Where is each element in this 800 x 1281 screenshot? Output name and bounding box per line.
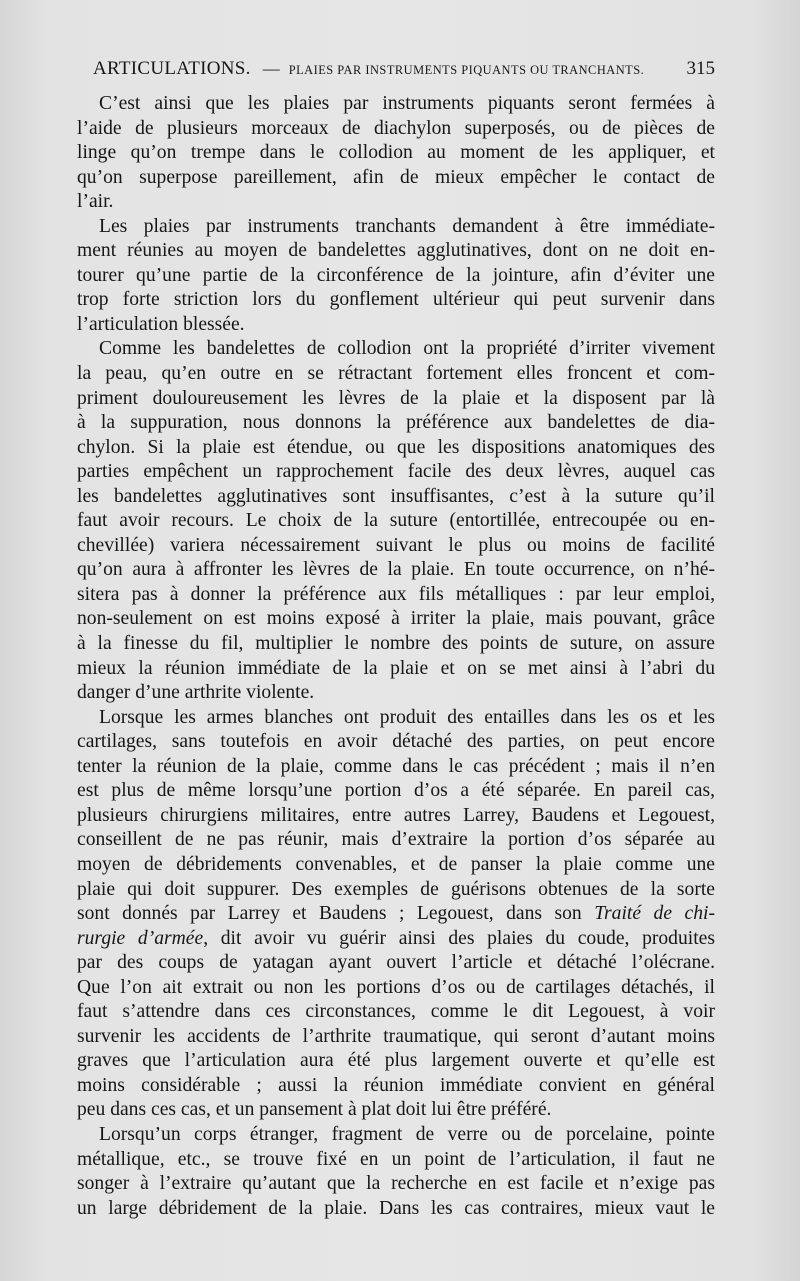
line-text: Comme les bandelettes de collodion ont la propriété d’irriter vivement — [99, 338, 715, 360]
line-text: Lorsqu’un corps étranger, fragment de verre ou de porcelaine, pointe — [99, 1123, 715, 1145]
text-line — [77, 657, 715, 682]
text-line — [77, 706, 715, 731]
line-text: est plus de même lorsqu’une portion d’os a été séparée. En pareil cas, — [77, 780, 715, 802]
line-text: , dit avoir vu guérir ainsi des plaies du coude, produites — [203, 927, 715, 949]
line-text: graves que l’articulation aura été plus largement ouverte et qu’elle est — [77, 1050, 715, 1072]
text-line — [77, 878, 715, 903]
line-text: tourer qu’une partie de la circonférence de la jointure, afin d’éviter une — [77, 264, 715, 286]
text-line — [77, 460, 715, 485]
text-line — [77, 951, 715, 976]
line-text: faut avoir recours. Le choix de la suture (entortillée, entrecoupée ou en- — [77, 510, 715, 532]
text-line — [77, 607, 715, 632]
line-text: Que l’on ait extrait ou non les portions d’os ou de cartilages détachés, il — [77, 976, 715, 998]
line-text: ment réunies au moyen de bandelettes agglutinatives, dont on ne doit en- — [77, 240, 715, 262]
italic-text: Traité de chi- — [594, 903, 715, 925]
line-text: survenir les accidents de l’arthrite traumatique, qui seront d’autant moins — [77, 1025, 715, 1047]
italic-text: rurgie d’armée — [77, 927, 204, 949]
text-line — [77, 779, 715, 804]
line-text: sitera pas à donner la préférence aux fils métalliques : par leur emploi, — [77, 583, 715, 605]
text-line — [77, 1148, 715, 1173]
line-text: chylon. Si la plaie est étendue, ou que les dispositions anatomiques des — [77, 436, 715, 458]
line-text: métallique, etc., se trouve fixé en un point de l’articulation, il faut ne — [77, 1148, 715, 1170]
line-text: un large débridement de la plaie. Dans les cas contraires, mieux vaut le — [77, 1197, 715, 1219]
text-line — [77, 632, 715, 657]
text-line — [77, 558, 715, 583]
line-text: songer à l’extraire qu’autant que la recherche en est facile et n’exige pas — [77, 1173, 715, 1195]
text-line — [77, 902, 715, 927]
section-subtitle: PLAIES PAR INSTRUMENTS PIQUANTS OU TRANCHANTS. — [288, 63, 645, 77]
line-text: mieux la réunion immédiate de la plaie et on se met ainsi à l’abri du — [77, 657, 715, 679]
text-line — [77, 1172, 715, 1197]
line-text: tenter la réunion de la plaie, comme dans le cas précédent ; mais il n’en — [77, 755, 715, 777]
text-line — [77, 411, 715, 436]
text-line — [77, 730, 715, 755]
line-text: C’est ainsi que les plaies par instruments piquants seront fermées à — [99, 93, 715, 114]
line-text: qu’on aura à affronter les lèvres de la plaie. En toute occurrence, on n’hé- — [77, 559, 715, 581]
text-line — [77, 1025, 715, 1050]
line-text: plaie qui doit suppurer. Des exemples de guérisons obtenues de la sorte — [77, 878, 715, 900]
text-line — [77, 804, 715, 829]
line-text: moyen de débridements convenables, et de panser la plaie comme une — [77, 853, 715, 875]
line-text: chevillée) variera nécessairement suivant le plus ou moins de facilité — [77, 534, 715, 556]
line-text: faut s’attendre dans ces circonstances, comme le dit Legouest, à voir — [77, 1001, 715, 1023]
line-text: les bandelettes agglutinatives sont insuffisantes, c’est à la suture qu’il — [77, 485, 715, 507]
text-line — [77, 1074, 715, 1099]
line-text: Lorsque les armes blanches ont produit des entailles dans les os et les — [99, 706, 715, 728]
text-line — [77, 436, 715, 461]
line-text: la peau, qu’en outre en se rétractant fortement elles froncent et com- — [77, 363, 715, 385]
text-line — [77, 1197, 715, 1222]
line-text: trop forte striction lors du gonflement ultérieur qui peut survenir dans — [77, 289, 715, 311]
line-text: à la finesse du fil, multiplier le nombre des points de suture, on assure — [77, 633, 715, 655]
line-text: danger d’une arthrite violente. — [77, 682, 315, 704]
line-text: plusieurs chirurgiens militaires, entre autres Larrey, Baudens et Legouest, — [77, 804, 715, 826]
line-text: par des coups de yatagan ayant ouvert l’article et détaché l’olécrane. — [77, 952, 715, 974]
header-dash: — — [262, 59, 280, 78]
line-text: peu dans ces cas, et un pansement à plat doit lui être préféré. — [77, 1099, 552, 1121]
text-line — [77, 288, 715, 313]
line-text: l’air. — [77, 191, 114, 213]
running-header — [93, 58, 715, 88]
text-line — [77, 190, 715, 215]
text-line — [77, 215, 715, 240]
body-text — [77, 92, 715, 1221]
text-line — [77, 387, 715, 412]
chapter-title: ARTICULATIONS. — [93, 58, 251, 79]
text-line — [77, 166, 715, 191]
line-text: qu’on superpose pareillement, afin de mieux empêcher le contact de — [77, 166, 715, 188]
text-line — [77, 141, 715, 166]
text-line — [77, 828, 715, 853]
line-text: parties empêchent un rapprochement facile des deux lèvres, auquel cas — [77, 461, 715, 483]
line-text: à la suppuration, nous donnons la préférence aux bandelettes de dia- — [77, 412, 715, 434]
text-line — [77, 755, 715, 780]
line-text: priment douloureusement les lèvres de la plaie et la disposent par là — [77, 387, 715, 409]
line-text: l’aide de plusieurs morceaux de diachylon superposés, ou de pièces de — [77, 117, 715, 139]
text-line — [77, 362, 715, 387]
text-line — [77, 976, 715, 1001]
text-line — [77, 927, 715, 952]
line-text: non-seulement on est moins exposé à irriter la plaie, mais pouvant, grâce — [77, 608, 715, 630]
text-line — [77, 1123, 715, 1148]
text-line — [77, 92, 715, 117]
text-line — [77, 853, 715, 878]
text-line — [77, 239, 715, 264]
text-line — [77, 1098, 715, 1123]
text-line — [77, 534, 715, 559]
line-text: moins considérable ; aussi la réunion immédiate convient en général — [77, 1074, 715, 1096]
line-text: sont donnés par Larrey et Baudens ; Legouest, dans son — [77, 903, 595, 925]
text-line — [77, 264, 715, 289]
text-line — [77, 681, 715, 706]
text-line — [77, 1049, 715, 1074]
text-line — [77, 583, 715, 608]
line-text: conseillent de ne pas réunir, mais d’extraire la portion d’os séparée au — [77, 829, 715, 851]
line-text: Les plaies par instruments tranchants demandent à être immédiate- — [99, 215, 715, 237]
line-text: linge qu’on trempe dans le collodion au moment de les appliquer, et — [77, 142, 715, 164]
text-line — [77, 485, 715, 510]
line-text: cartilages, sans toutefois en avoir détaché des parties, on peut encore — [77, 731, 715, 753]
line-text: l’articulation blessée. — [77, 313, 245, 335]
text-line — [77, 117, 715, 142]
text-line — [77, 509, 715, 534]
text-line — [77, 1000, 715, 1025]
page-number: 315 — [686, 58, 715, 79]
text-line — [77, 313, 715, 338]
text-line — [77, 337, 715, 362]
